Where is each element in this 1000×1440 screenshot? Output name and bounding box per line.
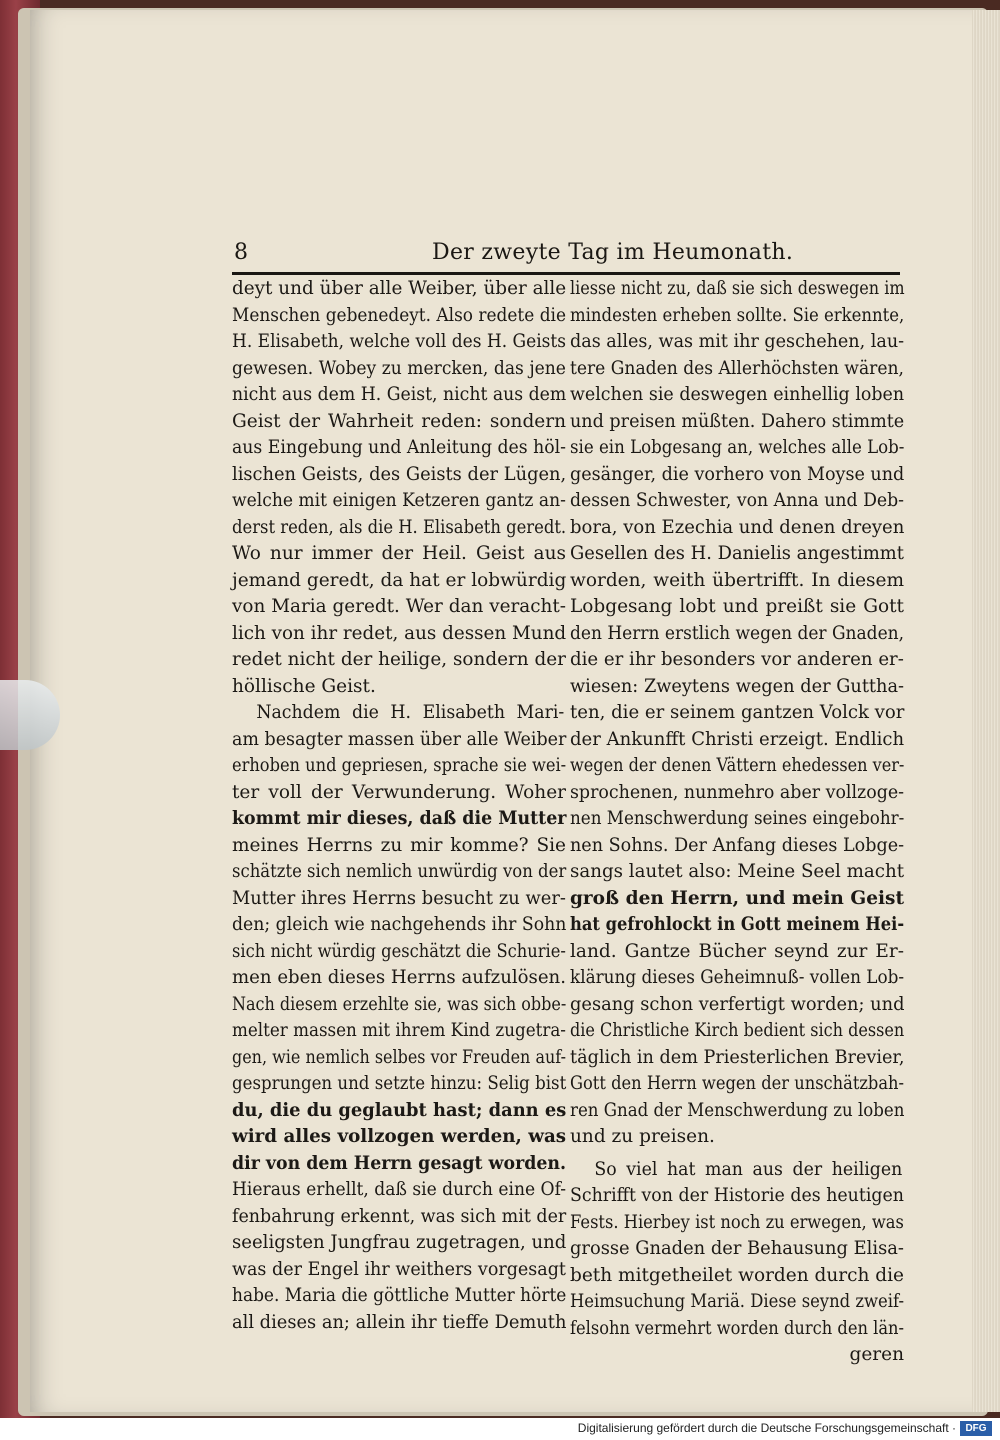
paragraph-start: Nachdem die H. Elisabeth Mari- xyxy=(256,702,565,723)
text-line: der Ankunfft Christi erzeigt. Endlich xyxy=(570,728,905,750)
text-line: von Maria geredt. Wer dan veracht- xyxy=(232,596,566,617)
right-column xyxy=(570,276,905,1365)
text-line: Geist der Wahrheit reden: sondern xyxy=(232,410,566,432)
footer-bar xyxy=(0,1418,1000,1440)
text-line: sprochenen, nunmehro aber vollzoge- xyxy=(570,781,905,803)
text-line: H. Elisabeth, welche voll des H. Geists xyxy=(232,331,566,352)
text-line: ten, die er seinem gantzen Volck vor xyxy=(570,702,905,723)
dfg-logo: DFG xyxy=(960,1421,992,1436)
text-line: gesänger, die vorhero von Moyse und xyxy=(570,463,905,485)
text-line: klärung dieses Geheimnuß- vollen Lob- xyxy=(570,967,905,988)
text-line: deyt und über alle Weiber, über alle xyxy=(232,278,567,299)
text-line: sich nicht würdig geschätzt die Schurie- xyxy=(232,940,566,962)
emphasized-line: wird alles vollzogen werden, was xyxy=(232,1126,567,1147)
text-line: jemand geredt, da hat er lobwürdig xyxy=(232,569,567,591)
text-line: gesprungen und setzte hinzu: Selig bist xyxy=(232,1073,567,1094)
text-line: schätzte sich nemlich unwürdig von der xyxy=(232,861,567,882)
text-line: grosse Gnaden der Behausung Elisa- xyxy=(570,1238,904,1259)
text-line: liesse nicht zu, daß sie sich deswegen im xyxy=(570,278,905,299)
text-line: den; gleich wie nachgehends ihr Sohn xyxy=(232,914,567,935)
text-line: Schrifft von der Historie des heutigen xyxy=(570,1185,904,1206)
text-line: und preisen müßten. Dahero stimmte xyxy=(570,410,905,432)
text-line: wegen der denen Vättern ehedessen ver- xyxy=(570,755,905,776)
text-line: beth mitgetheilet worden durch die xyxy=(570,1264,904,1286)
text-line: gen, wie nemlich selbes vor Freuden auf- xyxy=(232,1046,566,1068)
emphasized-line: hat gefrohlockt in Gott meinem Hei- xyxy=(570,914,905,935)
text-line: fenbahrung erkennt, was sich mit der xyxy=(232,1205,567,1227)
text-line: nen Sohns. Der Anfang dieses Lobge- xyxy=(570,834,905,856)
text-line: redet nicht der heilige, sondern der xyxy=(232,649,566,670)
text-line: tere Gnaden des Allerhöchsten wären, xyxy=(570,357,904,379)
text-line: das alles, was mit ihr geschehen, lau- xyxy=(570,331,905,352)
text-line: worden, weith übertrifft. In diesem xyxy=(570,569,904,591)
running-title: Der zweyte Tag im Heumonath. xyxy=(432,240,794,265)
text-line: welche mit einigen Ketzeren gantz an- xyxy=(232,490,566,511)
text-line: Menschen gebenedeyt. Also redete die xyxy=(232,304,566,326)
text-line: Heimsuchung Mariä. Diese seynd zweif- xyxy=(570,1291,905,1312)
text-line: Fests. Hierbey ist noch zu erwegen, was xyxy=(570,1211,904,1233)
text-line: aus Eingebung und Anleitung des höl- xyxy=(232,437,567,458)
text-line: und zu preisen. xyxy=(570,1126,715,1147)
page-number: 8 xyxy=(234,240,248,265)
text-line: habe. Maria die göttliche Mutter hörte xyxy=(232,1285,567,1306)
text-line: land. Gantze Bücher seynd zur Er- xyxy=(570,940,904,962)
text-line: erhoben und gepriesen, sprache sie wei- xyxy=(232,755,567,776)
emphasized-line: kommt mir dieses, daß die Mutter xyxy=(232,808,567,829)
text-line: lich von ihr redet, aus dessen Mund xyxy=(232,622,567,644)
text-line: welchen sie deswegen einhellig loben xyxy=(570,384,905,405)
text-line: meines Herrns zu mir komme? Sie xyxy=(232,834,566,856)
page-fore-edge xyxy=(972,10,1000,1412)
emphasized-line: dir von dem Herrn gesagt worden. xyxy=(232,1152,567,1174)
text-line: Gesellen des H. Danielis angestimmt xyxy=(570,543,904,564)
paragraph-start: So viel hat man aus der heiligen xyxy=(594,1158,903,1180)
text-line: Wo nur immer der Heil. Geist aus xyxy=(232,543,566,564)
text-line: den Herrn erstlich wegen der Gnaden, xyxy=(570,622,905,644)
text-line: die er ihr besonders vor anderen er- xyxy=(570,649,904,670)
text-line: sangs lautet also: Meine Seel macht xyxy=(570,861,905,882)
emphasized-line: du, die du geglaubt hast; dann es xyxy=(232,1099,567,1121)
text-line: am besagter massen über alle Weiber xyxy=(232,728,567,750)
text-line: Hieraus erhellt, daß sie durch eine Of- xyxy=(232,1179,567,1200)
catchword: geren xyxy=(849,1344,904,1365)
text-line: bora, von Ezechia und denen dreyen xyxy=(570,516,905,538)
text-line: nen Menschwerdung seines eingebohr- xyxy=(570,808,905,829)
text-line: gesang schon verfertigt worden; und xyxy=(570,993,905,1015)
text-line: ren Gnad der Menschwerdung zu loben xyxy=(570,1099,905,1121)
text-line: ter voll der Verwunderung. Woher xyxy=(232,781,566,803)
emphasized-line: groß den Herrn, und mein Geist xyxy=(570,887,904,909)
text-line: was der Engel ihr weithers vorgesagt xyxy=(232,1258,566,1280)
text-line: mindesten erheben sollte. Sie erkennte, xyxy=(570,304,905,326)
text-line: wiesen: Zweytens wegen der Guttha- xyxy=(570,675,904,697)
text-line: all dieses an; allein ihr tieffe Demuth xyxy=(232,1311,567,1333)
running-header xyxy=(232,238,900,275)
text-line: Gott den Herrn wegen der unschätzbah- xyxy=(570,1073,905,1094)
text-line: derst reden, als die H. Elisabeth geredt. xyxy=(232,516,567,538)
text-line: sie ein Lobgesang an, welches alle Lob- xyxy=(570,437,905,458)
text-columns xyxy=(232,276,905,1365)
text-line: men eben dieses Herrns aufzulösen. xyxy=(232,967,566,988)
text-line: die Christliche Kirch bedient sich dessen xyxy=(570,1020,905,1041)
text-line: Mutter ihres Herrns besucht zu wer- xyxy=(232,887,566,909)
text-line: nicht aus dem H. Geist, nicht aus dem xyxy=(232,384,567,405)
text-line: lischen Geists, des Geists der Lügen, xyxy=(232,463,567,485)
text-line: Nach diesem erzehlte sie, was sich obbe- xyxy=(232,993,567,1015)
funding-credit: Digitalisierung gefördert durch die Deutsche Forschungsgemeinschaft · xyxy=(577,1421,956,1435)
text-line: felsohn vermehrt worden durch den län- xyxy=(570,1317,905,1339)
text-line: dessen Schwester, von Anna und Deb- xyxy=(570,490,905,511)
text-line: höllische Geist. xyxy=(232,675,376,697)
text-line: melter massen mit ihrem Kind zugetra- xyxy=(232,1020,566,1041)
left-column xyxy=(232,276,567,1333)
text-line: gewesen. Wobey zu mercken, das jene xyxy=(232,357,566,379)
text-line: täglich in dem Priesterlichen Brevier, xyxy=(570,1046,905,1068)
text-line: seeligsten Jungfrau zugetragen, und xyxy=(232,1232,567,1253)
text-line: Lobgesang lobt und preißt sie Gott xyxy=(570,596,904,617)
